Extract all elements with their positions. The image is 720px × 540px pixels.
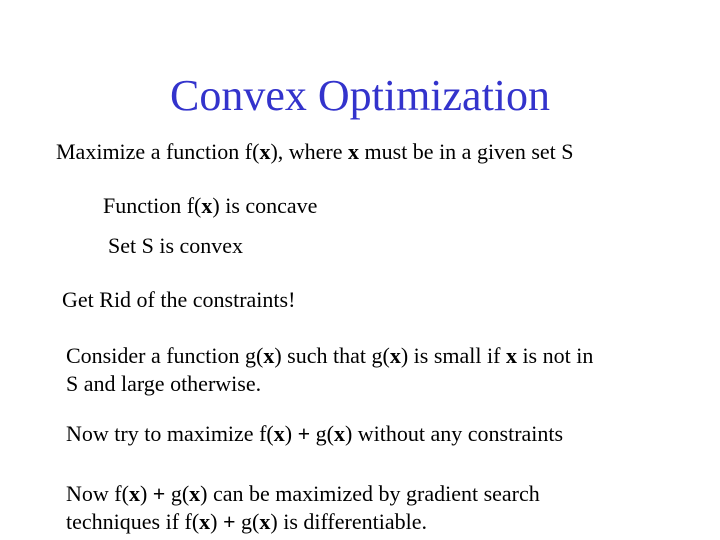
text-run: Function f( (103, 193, 202, 218)
text-run: g( (165, 481, 190, 506)
text-run: ) (139, 481, 153, 506)
bold-plus: + (152, 481, 166, 506)
text-run: ), where (270, 139, 349, 164)
text-line-differentiable (66, 508, 427, 536)
text-line-get-rid (62, 286, 295, 314)
text-run: ) (284, 421, 298, 446)
text-run: S and large otherwise. (66, 371, 262, 396)
text-line-large-otherwise (66, 370, 261, 398)
bold-variable: x (259, 139, 271, 164)
text-run: techniques if f( (66, 509, 200, 534)
bold-variable: x (348, 139, 360, 164)
text-run: Now f( (66, 481, 129, 506)
text-run: Maximize a function f( (56, 139, 260, 164)
text-run: g( (310, 421, 334, 446)
bold-variable: x (263, 343, 275, 368)
bold-plus: + (297, 421, 311, 446)
text-line-concave (103, 192, 317, 220)
text-run: must be in a given set S (359, 139, 574, 164)
text-run: ) such that g( (274, 343, 390, 368)
text-line-gradient-search (66, 480, 540, 508)
text-run: g( (235, 509, 260, 534)
bold-variable: x (259, 509, 271, 534)
text-run: Get Rid of the constraints! (62, 287, 296, 312)
text-line-convex-set (108, 232, 243, 260)
text-run: ) is differentiable. (270, 509, 427, 534)
bold-plus: + (223, 509, 236, 534)
bold-variable: x (128, 481, 140, 506)
bold-variable: x (199, 509, 211, 534)
text-run: ) without any constraints (344, 421, 564, 446)
text-line-maximize (56, 138, 574, 166)
text-run: ) is small if (400, 343, 506, 368)
text-run: Now try to maximize f( (66, 421, 274, 446)
bold-variable: x (189, 481, 201, 506)
bold-variable: x (333, 421, 345, 446)
bold-variable: x (389, 343, 401, 368)
text-run: ) (210, 509, 223, 534)
bold-variable: x (273, 421, 285, 446)
text-run: ) can be maximized by gradient search (200, 481, 540, 506)
bold-variable: x (201, 193, 213, 218)
text-run: ) is concave (212, 193, 318, 218)
text-line-try-maximize (66, 420, 563, 448)
text-line-consider (66, 342, 593, 370)
bold-variable: x (505, 343, 517, 368)
text-run: is not in (516, 343, 594, 368)
text-run: Set S is convex (108, 233, 244, 258)
text-run: Consider a function g( (66, 343, 264, 368)
slide-title: Convex Optimization (169, 71, 551, 120)
